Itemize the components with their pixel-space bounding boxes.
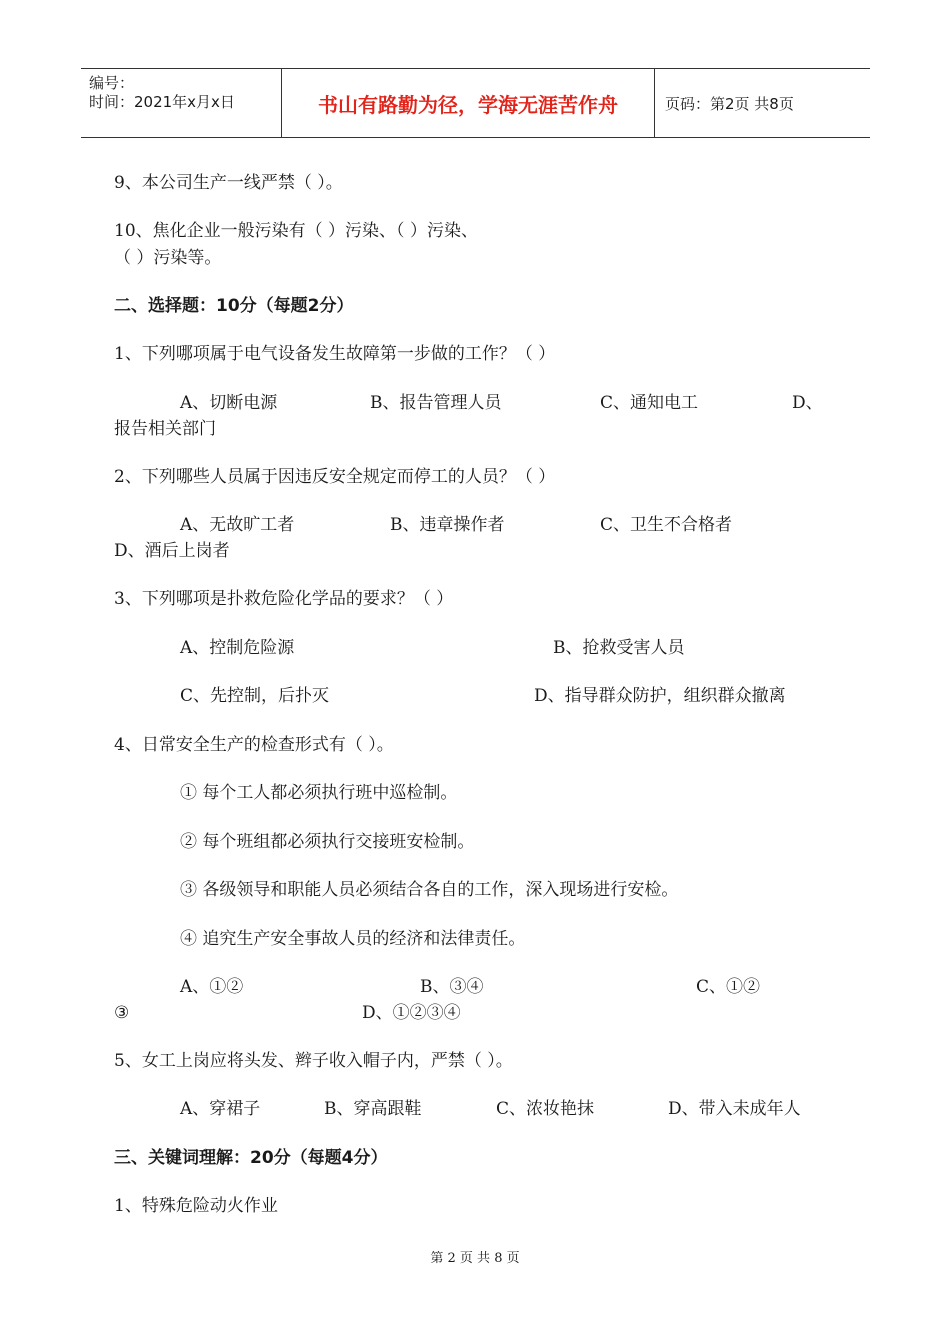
choice-5-option-b: B、穿高跟鞋	[324, 1099, 422, 1119]
choice-question-4: 4、日常安全生产的检查形式有（ ）。	[114, 735, 394, 755]
terms-question-1: 1、特殊危险动火作业	[114, 1196, 278, 1216]
choice-4-option-c: C、①②	[696, 977, 761, 997]
choice-5-option-c: C、浓妆艳抹	[496, 1099, 595, 1119]
header-meta-cell	[81, 69, 282, 137]
choice-3-option-d: D、指导群众防护，组织群众撤离	[534, 686, 786, 706]
choice-question-2: 2、下列哪些人员属于因违反安全规定而停工的人员？（ ）	[114, 467, 556, 487]
choice-5-option-d: D、带入未成年人	[668, 1099, 801, 1119]
section-heading-terms: 三、关键词理解：20分（每题4分）	[114, 1148, 388, 1168]
choice-2-option-d: D、酒后上岗者	[114, 541, 230, 561]
choice-1-option-d-prefix: D、	[792, 393, 823, 413]
choice-question-5: 5、女工上岗应将头发、辫子收入帽子内，严禁（ ）。	[114, 1051, 513, 1071]
choice-5-option-a: A、穿裙子	[180, 1099, 261, 1119]
number-label: 编号：	[89, 74, 135, 92]
choice-question-1: 1、下列哪项属于电气设备发生故障第一步做的工作？（ ）	[114, 344, 556, 364]
choice-4-statement-1: ① 每个工人都必须执行班中巡检制。	[180, 783, 458, 803]
choice-4-statement-4: ④ 追究生产安全事故人员的经济和法律责任。	[180, 929, 526, 949]
choice-question-3: 3、下列哪项是扑救危险化学品的要求？（ ）	[114, 589, 454, 609]
choice-2-option-b: B、违章操作者	[390, 515, 505, 535]
choice-1-option-c: C、通知电工	[600, 393, 699, 413]
header-motto: 书山有路勤为径，学海无涯苦作舟	[282, 69, 655, 137]
choice-2-option-a: A、无故旷工者	[180, 515, 295, 535]
question-9: 9、本公司生产一线严禁（ ）。	[114, 173, 343, 193]
choice-2-option-c: C、卫生不合格者	[600, 515, 733, 535]
choice-4-statement-2: ② 每个班组都必须执行交接班安检制。	[180, 832, 475, 852]
question-10-line1: 10、焦化企业一般污染有（ ）污染、（ ）污染、	[114, 221, 478, 241]
choice-3-option-a: A、控制危险源	[180, 638, 295, 658]
choice-1-option-b: B、报告管理人员	[370, 393, 502, 413]
question-10-line2: （ ）污染等。	[114, 248, 222, 268]
date-label: 时间：2021年x月x日	[89, 93, 235, 111]
choice-3-option-b: B、抢救受害人员	[553, 638, 685, 658]
choice-3-option-c: C、先控制，后扑灭	[180, 686, 330, 706]
choice-4-option-a: A、①②	[180, 977, 244, 997]
section-heading-choice: 二、选择题：10分（每题2分）	[114, 296, 354, 316]
choice-4-option-c-cont: ③	[114, 1003, 130, 1023]
header-page-label: 页码：第2页 共8页	[665, 94, 794, 113]
page-footer: 第 2 页 共 8 页	[430, 1251, 520, 1266]
choice-1-option-a: A、切断电源	[180, 393, 278, 413]
choice-4-option-b: B、③④	[420, 977, 484, 997]
choice-4-statement-3: ③ 各级领导和职能人员必须结合各自的工作，深入现场进行安检。	[180, 880, 679, 900]
choice-1-option-d-text: 报告相关部门	[114, 419, 216, 439]
document-header	[81, 68, 870, 138]
choice-4-option-d: D、①②③④	[362, 1003, 461, 1023]
